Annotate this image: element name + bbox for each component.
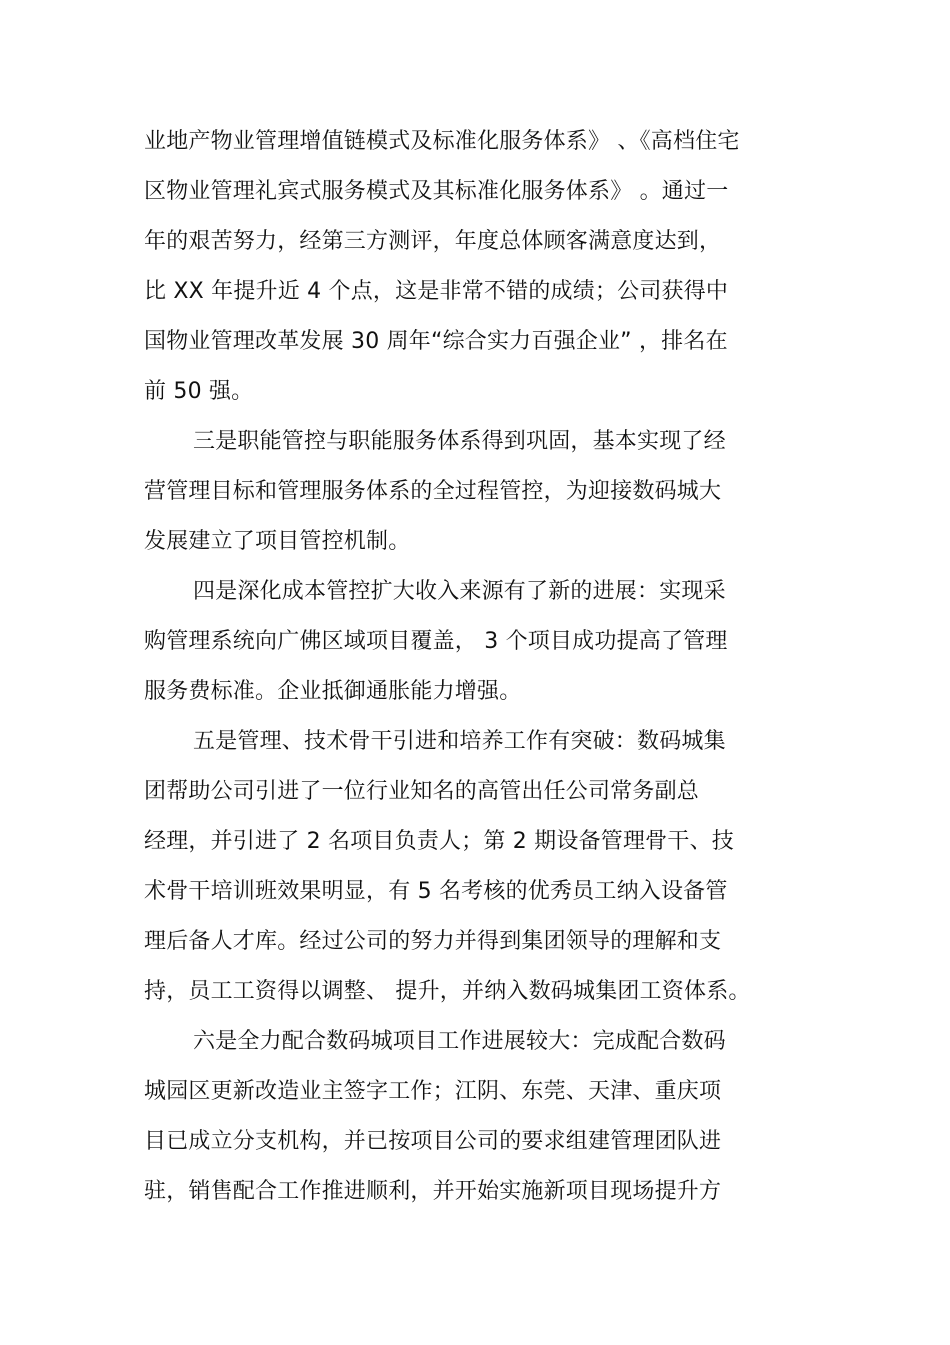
text-line: 比 XX 年提升近 4 个点，这是非常不错的成绩；公司获得中 [144, 279, 729, 304]
text-line: 驻，销售配合工作推进顺利，并开始实施新项目现场提升方 [144, 1179, 722, 1204]
text-line: 理后备人才库。经过公司的努力并得到集团领导的理解和支 [144, 929, 722, 954]
paragraph-heading-3: 三是职能管控与职能服务体系得到巩固，基本实现了经 [193, 429, 726, 454]
text-line: 城园区更新改造业主签字工作；江阴、东莞、天津、重庆项 [144, 1079, 722, 1104]
text-line: 服务费标准。企业抵御通胀能力增强。 [144, 679, 522, 704]
text-line: 前 50 强。 [144, 379, 254, 404]
text-line: 区物业管理礼宾式服务模式及其标准化服务体系》 。通过一 [144, 179, 729, 204]
paragraph-heading-5: 五是管理、技术骨干引进和培养工作有突破：数码城集 [193, 729, 726, 754]
text-line: 年的艰苦努力，经第三方测评，年度总体顾客满意度达到， [144, 229, 722, 254]
paragraph-heading-6: 六是全力配合数码城项目工作进展较大：完成配合数码 [193, 1029, 726, 1054]
text-line: 经理，并引进了 2 名项目负责人；第 2 期设备管理骨干、技 [144, 829, 734, 854]
text-line: 术骨干培训班效果明显，有 5 名考核的优秀员工纳入设备管 [144, 879, 728, 904]
text-line: 持，员工工资得以调整、 提升，并纳入数码城集团工资体系。 [144, 979, 751, 1004]
text-line: 购管理系统向广佛区域项目覆盖， 3 个项目成功提高了管理 [144, 629, 728, 654]
text-line: 团帮助公司引进了一位行业知名的高管出任公司常务副总 [144, 779, 700, 804]
text-line: 营管理目标和管理服务体系的全过程管控，为迎接数码城大 [144, 479, 722, 504]
text-line: 目已成立分支机构，并已按项目公司的要求组建管理团队进 [144, 1129, 722, 1154]
paragraph-heading-4: 四是深化成本管控扩大收入来源有了新的进展：实现采 [193, 579, 726, 604]
text-line: 业地产物业管理增值链模式及标准化服务体系》 、《高档住宅 [144, 129, 740, 154]
text-line: 发展建立了项目管控机制。 [144, 529, 411, 554]
text-line: 国物业管理改革发展 30 周年“综合实力百强企业” ，排名在 [144, 329, 728, 354]
